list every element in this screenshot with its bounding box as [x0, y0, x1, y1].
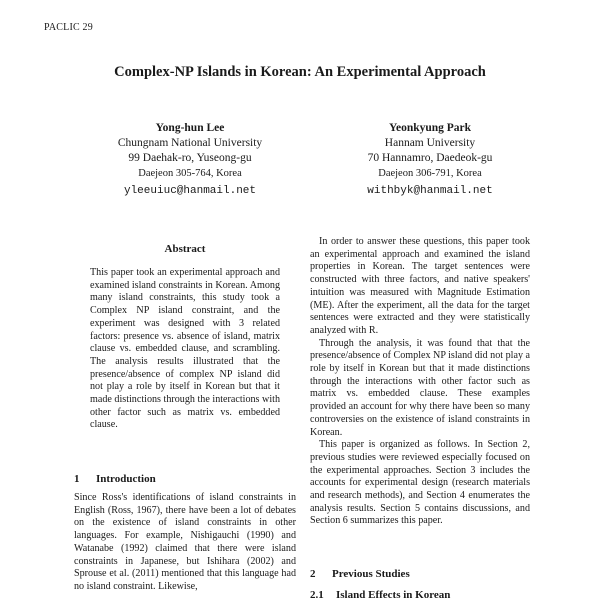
paper-title: Complex-NP Islands in Korean: An Experimental Approach	[114, 64, 486, 80]
abstract-body	[90, 267, 280, 432]
author-email[interactable]: withbyk@hanmail.net	[367, 185, 493, 197]
intro-paragraph: Since Ross's identifications of island constraints in English (Ross, 1967), there have been a lot of debates on the existence of island constraints in other languages. For example, Nishigauchi (1990) and Watanabe (1992) claimed that there were island constraints in Japanese, but Ishihara (2002) and Sprouse et al. (2011) mentioned that this language had no island constraint. Likewise,	[74, 492, 296, 592]
paragraph: Through the analysis, it was found that that the presence/absence of Complex NP island did not play a role by itself in Korean but that it made distinctions through the interactions with other factor such as matrix vs. embedded clause. These examples provided an account for why there have been so many controversies on the existence of island constraints in Korean.	[310, 337, 530, 438]
section-2-heading	[310, 568, 410, 580]
author-name: Yeonkyung Park	[388, 122, 472, 134]
author-email[interactable]: yleeuiuc@hanmail.net	[123, 185, 257, 197]
author-affiliation: Chungnam National University	[117, 137, 263, 149]
right-column	[310, 236, 530, 528]
section-1-heading	[74, 473, 156, 485]
author-affiliation: Hannam University	[384, 137, 476, 149]
author-block-1	[70, 121, 310, 199]
subsection-2-1-heading	[310, 589, 450, 601]
section-title: Introduction	[96, 473, 156, 485]
author-address-line: 70 Hannamro, Daedeok-gu	[367, 152, 493, 164]
section-number: 2	[310, 568, 316, 580]
conference-header: PACLIC 29	[44, 22, 93, 33]
author-block-2	[320, 121, 540, 199]
author-address-line: Daejeon 306-791, Korea	[378, 168, 482, 179]
author-name: Yong-hun Lee	[155, 122, 225, 134]
paragraph: In order to answer these questions, this paper took an experimental approach and examined the island properties in Korean. The target sentences were constructed with three factors, and native speakers' intuition was measured with Magnitude Estimation (ME). After the experiment, all the data for the target sentences were extracted and they were statistically analyzed with R.	[310, 236, 530, 336]
paragraph: This paper is organized as follows. In Section 2, previous studies were reviewed especially focused on the experimental approaches. Section 3 includes the accounts for experimental design (research materials and research methods), and Section 4 enumerates the analysis results. Section 5 contains discussions, and Section 6 summarizes this paper.	[310, 439, 530, 527]
author-address-line: Daejeon 305-764, Korea	[138, 168, 242, 179]
author-address-line: 99 Daehak-ro, Yuseong-gu	[128, 152, 252, 164]
section-number: 1	[74, 473, 80, 485]
section-title: Previous Studies	[332, 568, 410, 580]
section-number: 2.1	[310, 589, 324, 601]
abstract-heading: Abstract	[164, 243, 206, 255]
abstract-text: This paper took an experimental approach and examined island constraints in Korean. Among many island constraints, this study took a Complex NP island constraint, and the experiment was designed with 3 related factors: presence vs. absence of island, matrix clause vs. embedded clause, and scrambling. The analysis results illustrated that the presence/absence of complex NP island did not play a role by itself in Korean but that it made distinctions through the interactions with other factor such as matrix vs. embedded clause.	[90, 267, 280, 431]
section-title: Island Effects in Korean	[336, 589, 451, 601]
introduction-body	[74, 492, 296, 594]
